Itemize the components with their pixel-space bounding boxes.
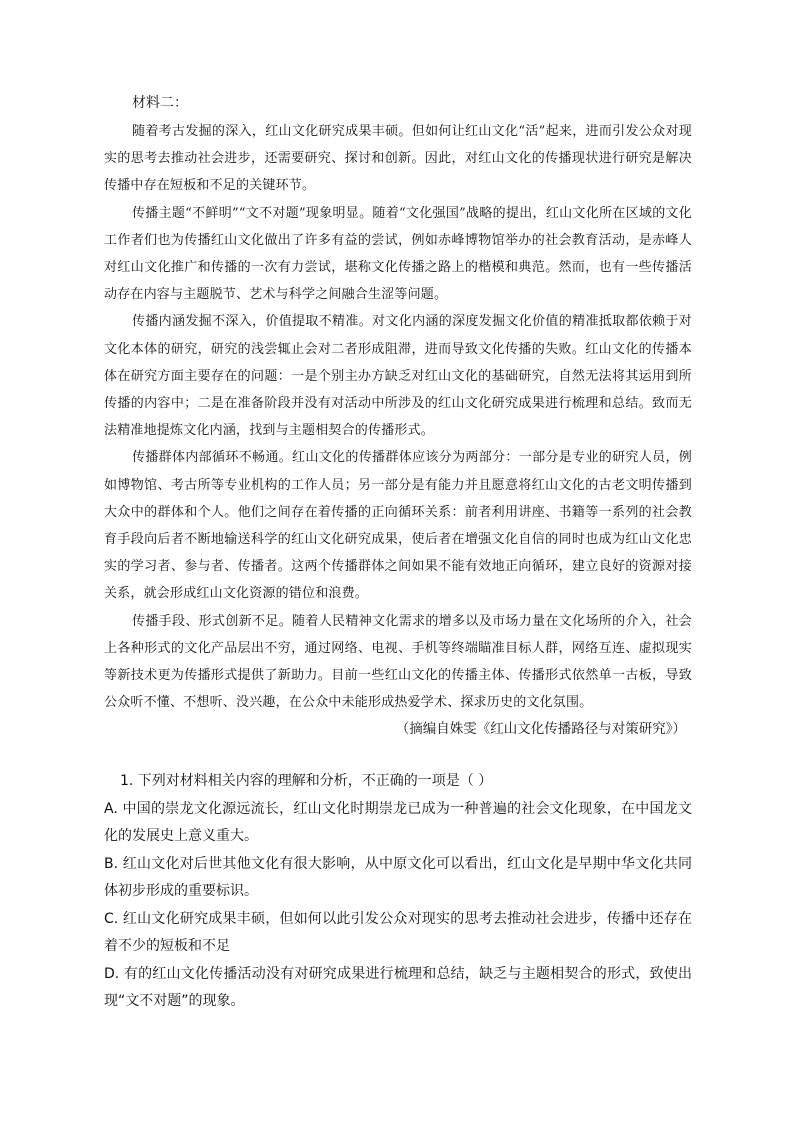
material-paragraph-5: 传播手段、形式创新不足。随着人民精神文化需求的增多以及市场力量在文化场所的介入，社会上各种形式的文化产品层出不穷，通过网络、电视、手机等终端瞄准目标人群，网络互连、虚拟现实等新技术更为传播形式提供了新助力。目前一些红山文化的传播主体、传播形式依然单一古板，导致公众听不懂、不想听、没兴趣，在公众中未能形成热爱学术、探求历史的文化氛围。: [104, 613, 692, 711]
question-stem: 1. 下列对材料相关内容的理解和分析，不正确的一项是（ ）: [120, 773, 493, 790]
option-d: D. 有的红山文化传播活动没有对研究成果进行梳理和总结，缺乏与主题相契合的形式，致使出现“文不对题”的现象。: [104, 965, 692, 1010]
document-page: [104, 92, 692, 1016]
material-paragraph-4: 传播群体内部循环不畅通。红山文化的传播群体应该分为两部分：一部分是专业的研究人员，例如博物馆、考古所等专业机构的工作人员；另一部分是有能力并且愿意将红山文化的古老文明传播到大众中的群体和个人。他们之间存在着传播的正向循环关系：前者利用讲座、书籍等一系列的社会教育手段向后者不断地输送科学的红山文化研究成果，使后者在增强文化自信的同时也成为红山文化忠实的学习者、参与者、传播者。这两个传播群体之间如果不能有效地正向循环，建立良好的资源对接关系，就会形成红山文化资源的错位和浪费。: [104, 450, 692, 602]
option-b: B. 红山文化对后世其他文化有很大影响，从中原文化可以看出，红山文化是早期中华文化共同体初步形成的重要标识。: [104, 855, 692, 900]
material-paragraph-2: 传播主题“不鲜明”“文不对题”现象明显。随着“文化强国”战略的提出，红山文化所在区域的文化工作者们也为传播红山文化做出了许多有益的尝试，例如赤峰博物馆举办的社会教育活动，是赤峰人对红山文化推广和传播的一次有力尝试，堪称文化传播之路上的楷模和典范。然而，也有一些传播活动存在内容与主题脱节、艺术与科学之间融合生涩等问题。: [104, 205, 692, 303]
option-a: A. 中国的崇龙文化源远流长，红山文化时期崇龙已成为一种普遍的社会文化现象，在中国龙文化的发展史上意义重大。: [104, 800, 692, 845]
material-source: （摘编自姝雯《红山文化传播路径与对策研究》）: [395, 721, 686, 738]
material-title: 材料二：: [132, 95, 188, 111]
question-block: [104, 768, 692, 1016]
material-paragraph-1: 随着考古发掘的深入，红山文化研究成果丰硕。但如何让红山文化“活”起来，进而引发公众对现实的思考去推动社会进步，还需要研究、探讨和创新。因此，对红山文化的传播现状进行研究是解决传播中存在短板和不足的关键环节。: [104, 124, 692, 194]
material-paragraph-3: 传播内涵发掘不深入，价值提取不精准。对文化内涵的深度发掘文化价值的精准抵取都依赖于对文化本体的研究，研究的浅尝辄止会对二者形成阻滞，进而导致文化传播的失败。红山文化的传播本体在研究方面主要存在的问题：一是个别主办方缺乏对红山文化的基础研究，自然无法将其运用到所传播的内容中；二是在准备阶段并没有对活动中所涉及的红山文化研究成果进行梳理和总结。致而无法精准地提炼文化内涵，找到与主题相契合的传播形式。: [104, 314, 692, 439]
option-c: C. 红山文化研究成果丰硕，但如何以此引发公众对现实的思考去推动社会进步，传播中还存在着不少的短板和不足: [104, 910, 692, 955]
